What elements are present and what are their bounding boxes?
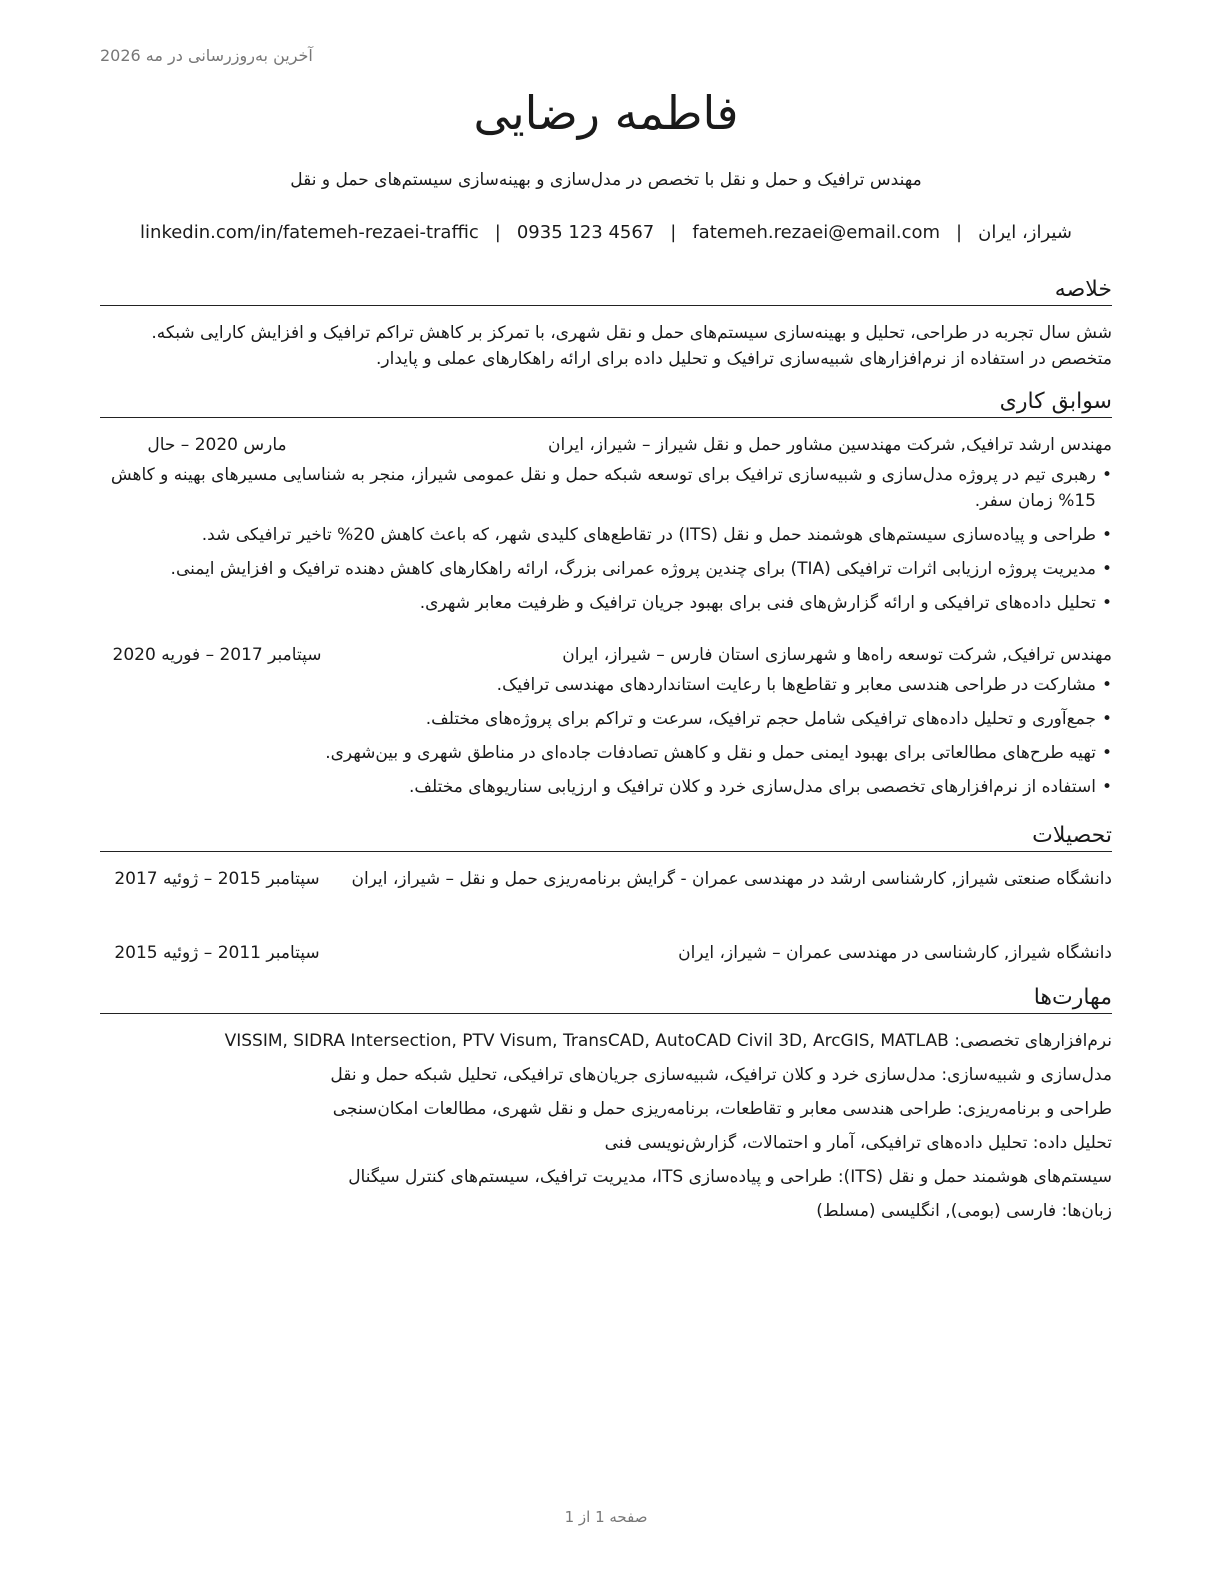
education-item <box>100 866 1112 918</box>
contact-separator: | <box>956 222 963 243</box>
job-bullet: • جمع‌آوری و تحلیل داده‌های ترافیکی شامل حجم ترافیک، سرعت و تراکم برای پروژه‌های مختلف. <box>100 706 1112 732</box>
skill-label: طراحی و برنامه‌ریزی: <box>957 1099 1112 1119</box>
contact-separator: | <box>494 222 501 243</box>
job-bullets <box>100 462 1112 624</box>
summary-text: شش سال تجربه در طراحی، تحلیل و بهینه‌سازی سیستم‌های حمل و نقل شهری، با تمرکز بر کاهش تراکم ترافیک و افزایش کارایی شبکه. متخصص در استفاده از نرم‌افزارهای شبیه‌سازی ترافیک و تحلیل داده برای ارائه راهکارهای عملی و پایدار. <box>151 323 1112 369</box>
skill-value: مدل‌سازی خرد و کلان ترافیک، شبیه‌سازی جریان‌های ترافیکی، تحلیل شبکه حمل و نقل <box>330 1065 936 1085</box>
skill-row <box>100 1162 1112 1196</box>
skill-label: زبان‌ها: <box>1061 1201 1112 1221</box>
job-bullet: • مشارکت در طراحی هندسی معابر و تقاطع‌ها با رعایت استانداردهای مهندسی ترافیک. <box>100 672 1112 698</box>
skills-heading: مهارت‌ها <box>100 984 1112 1014</box>
skill-row <box>100 1026 1112 1060</box>
education-title: دانشگاه صنعتی شیراز, کارشناسی ارشد در مهندسی عمران - گرایش برنامه‌ریزی حمل و نقل – شیراز، ایران <box>351 869 1112 889</box>
job-bullet: • تحلیل داده‌های ترافیکی و ارائه گزارش‌های فنی برای بهبود جریان ترافیک و ظرفیت معابر شهری. <box>100 590 1112 616</box>
skill-value: طراحی و پیاده‌سازی ITS، مدیریت ترافیک، سیستم‌های کنترل سیگنال <box>348 1167 833 1187</box>
education-dates: سپتامبر 2011 – ژوئیه 2015 <box>114 943 320 963</box>
skill-label: نرم‌افزارهای تخصصی: <box>954 1031 1112 1051</box>
experience-heading: سوابق کاری <box>100 388 1112 418</box>
job-title: مهندس ترافیک, شرکت توسعه راه‌ها و شهرسازی استان فارس – شیراز، ایران <box>562 645 1112 665</box>
page-indicator: صفحه 1 از 1 <box>564 1508 648 1526</box>
resume-page <box>100 0 1112 1584</box>
professional-tagline: مهندس ترافیک و حمل و نقل با تخصص در مدل‌سازی و بهینه‌سازی سیستم‌های حمل و نقل <box>290 170 922 190</box>
job-bullets <box>100 672 1112 808</box>
skill-label: تحلیل داده: <box>1032 1133 1112 1153</box>
job-header <box>100 432 1112 458</box>
skill-label: سیستم‌های هوشمند حمل و نقل (ITS): <box>837 1167 1112 1187</box>
job-bullet: • تهیه طرح‌های مطالعاتی برای بهبود ایمنی حمل و نقل و کاهش تصادفات جاده‌ای در مناطق شهری و بین‌شهری. <box>100 740 1112 766</box>
skill-row <box>100 1128 1112 1162</box>
job-bullet: • طراحی و پیاده‌سازی سیستم‌های هوشمند حمل و نقل (ITS) در تقاطع‌های کلیدی شهر، که باعث کاهش 20% تاخیر ترافیکی شد. <box>100 522 1112 548</box>
education-title: دانشگاه شیراز, کارشناسی در مهندسی عمران – شیراز، ایران <box>678 943 1112 963</box>
job-bullet: • رهبری تیم در پروژه مدل‌سازی و شبیه‌سازی ترافیک برای توسعه شبکه حمل و نقل عمومی شیراز، منجر به شناسایی مسیرهای بهینه و کاهش 15% زمان سفر. <box>100 462 1112 514</box>
contact-linkedin-link[interactable]: linkedin.com/in/fatemeh-rezaei-traffic <box>140 222 479 243</box>
job-bullet: • استفاده از نرم‌افزارهای تخصصی برای مدل‌سازی خرد و کلان ترافیک و ارزیابی سناریوهای مختلف. <box>100 774 1112 800</box>
skill-row <box>100 1060 1112 1094</box>
skill-value: VISSIM, SIDRA Intersection, PTV Visum, TransCAD, AutoCAD Civil 3D, ArcGIS, MATLAB <box>224 1031 949 1051</box>
skills-list <box>100 1026 1112 1230</box>
skill-label: مدل‌سازی و شبیه‌سازی: <box>941 1065 1112 1085</box>
job-dates: مارس 2020 – حال <box>147 435 287 455</box>
contact-email[interactable]: fatemeh.rezaei@email.com <box>692 222 941 243</box>
last-updated-note: آخرین به‌روزرسانی در مه 2026 <box>100 46 313 65</box>
job-title: مهندس ارشد ترافیک, شرکت مهندسین مشاور حمل و نقل شیراز – شیراز، ایران <box>547 435 1112 455</box>
skill-value: تحلیل داده‌های ترافیکی، آمار و احتمالات، گزارش‌نویسی فنی <box>604 1133 1028 1153</box>
job-dates: سپتامبر 2017 – فوریه 2020 <box>112 645 322 665</box>
skill-row <box>100 1196 1112 1230</box>
skill-row <box>100 1094 1112 1128</box>
skill-value: طراحی هندسی معابر و تقاطعات، برنامه‌ریزی حمل و نقل شهری، مطالعات امکان‌سنجی <box>332 1099 952 1119</box>
contact-separator: | <box>670 222 677 243</box>
contact-phone[interactable]: 0935 123 4567 <box>516 222 655 243</box>
candidate-name: فاطمه رضایی <box>473 86 739 140</box>
summary-heading: خلاصه <box>100 276 1112 306</box>
job-bullet: • مدیریت پروژه ارزیابی اثرات ترافیکی (TIA) برای چندین پروژه عمرانی بزرگ، ارائه راهکارهای کاهش دهنده ترافیک و افزایش ایمنی. <box>100 556 1112 582</box>
contact-location: شیراز، ایران <box>978 222 1072 243</box>
job-header <box>100 642 1112 668</box>
education-dates: سپتامبر 2015 – ژوئیه 2017 <box>114 869 320 889</box>
skill-value: فارسی (بومی), انگلیسی (مسلط) <box>816 1201 1057 1221</box>
contact-line <box>100 222 1112 243</box>
education-item <box>100 940 1112 966</box>
education-heading: تحصیلات <box>100 822 1112 852</box>
